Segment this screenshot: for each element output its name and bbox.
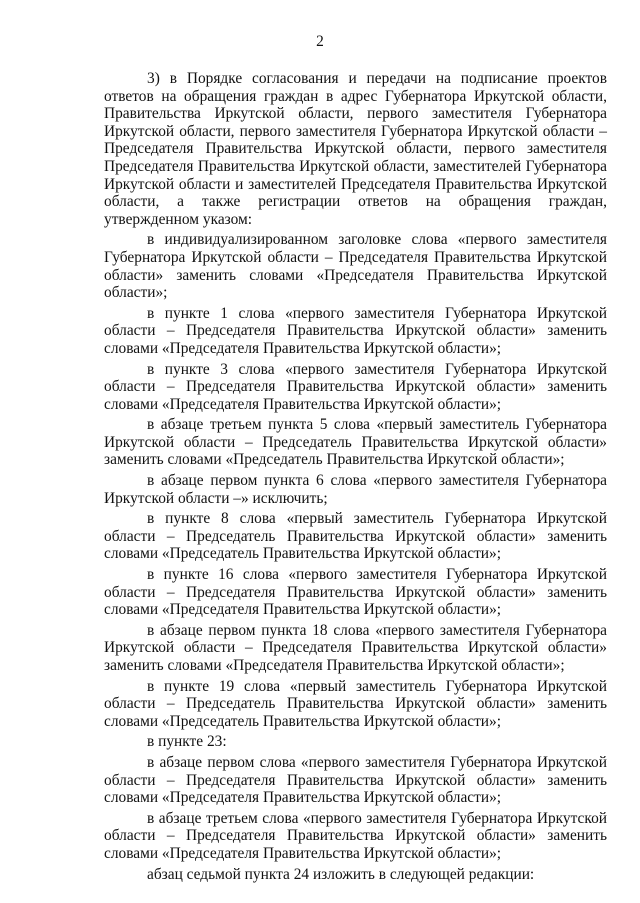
document-body xyxy=(104,70,607,886)
paragraph-item-18: в абзаце первом пункта 18 слова «первого заместителя Губернатора Иркутской области – Председателя Правительства Иркутской области» заменить словами «Председателя Правительства Иркутской области»; xyxy=(104,621,607,674)
paragraph-amendment-intro: 3) в Порядке согласования и передачи на подписание проектов ответов на обращения граждан в адрес Губернатора Иркутской области, Правительства Иркутской области, первого заместителя Губернатора Иркутской области, первого заместителя Губернатора Иркутской области – Председателя Правительства Иркутской области, первого заместителя Председателя Правительства Иркутской области, заместителей Губернатора Иркутской области и заместителей Председателя Правительства Иркутской области, а также регистрации ответов на обращения граждан, утвержденном указом: xyxy=(104,70,607,228)
paragraph-item-23-first: в абзаце первом слова «первого заместителя Губернатора Иркутской области – Председателя Правительства Иркутской области» заменить словами «Председателя Правительства Иркутской области»; xyxy=(104,753,607,807)
paragraph-item-24: абзац седьмой пункта 24 изложить в следующей редакции: xyxy=(147,865,535,883)
paragraph-item-19: в пункте 19 слова «первый заместитель Губернатора Иркутской области – Председатель Правительства Иркутской области» заменить словами «Председатель Правительства Иркутской области»; xyxy=(104,677,607,730)
paragraph-item-23-third: в абзаце третьем слова «первого заместителя Губернатора Иркутской области – Председателя Правительства Иркутской области» заменить словами «Председателя Правительства Иркутской области»; xyxy=(104,809,607,862)
page-number: 2 xyxy=(316,33,324,50)
paragraph-item-6: в абзаце первом пункта 6 слова «первого заместителя Губернатора Иркутской области –» исключить; xyxy=(104,472,607,507)
paragraph-item-3: в пункте 3 слова «первого заместителя Губернатора Иркутской области – Председателя Правительства Иркутской области» заменить словами «Председателя Правительства Иркутской области»; xyxy=(104,360,607,413)
paragraph-item-23: в пункте 23: xyxy=(147,733,227,751)
paragraph-item-16: в пункте 16 слова «первого заместителя Губернатора Иркутской области – Председателя Правительства Иркутской области» заменить словами «Председателя Правительства Иркутской области»; xyxy=(104,566,607,619)
paragraph-heading-change: в индивидуализированном заголовке слова «первого заместителя Губернатора Иркутской области – Председателя Правительства Иркутской области» заменить словами «Председателя Правительства Иркутской области»; xyxy=(104,231,607,302)
paragraph-item-5: в абзаце третьем пункта 5 слова «первый заместитель Губернатора Иркутской области – Председатель Правительства Иркутской области» заменить словами «Председатель Правительства Иркутской области»; xyxy=(104,416,607,469)
paragraph-item-1: в пункте 1 слова «первого заместителя Губернатора Иркутской области – Председателя Правительства Иркутской области» заменить словами «Председателя Правительства Иркутской области»; xyxy=(104,304,607,357)
paragraph-item-8: в пункте 8 слова «первый заместитель Губернатора Иркутской области – Председатель Правительства Иркутской области» заменить словами «Председатель Правительства Иркутской области»; xyxy=(104,510,607,563)
